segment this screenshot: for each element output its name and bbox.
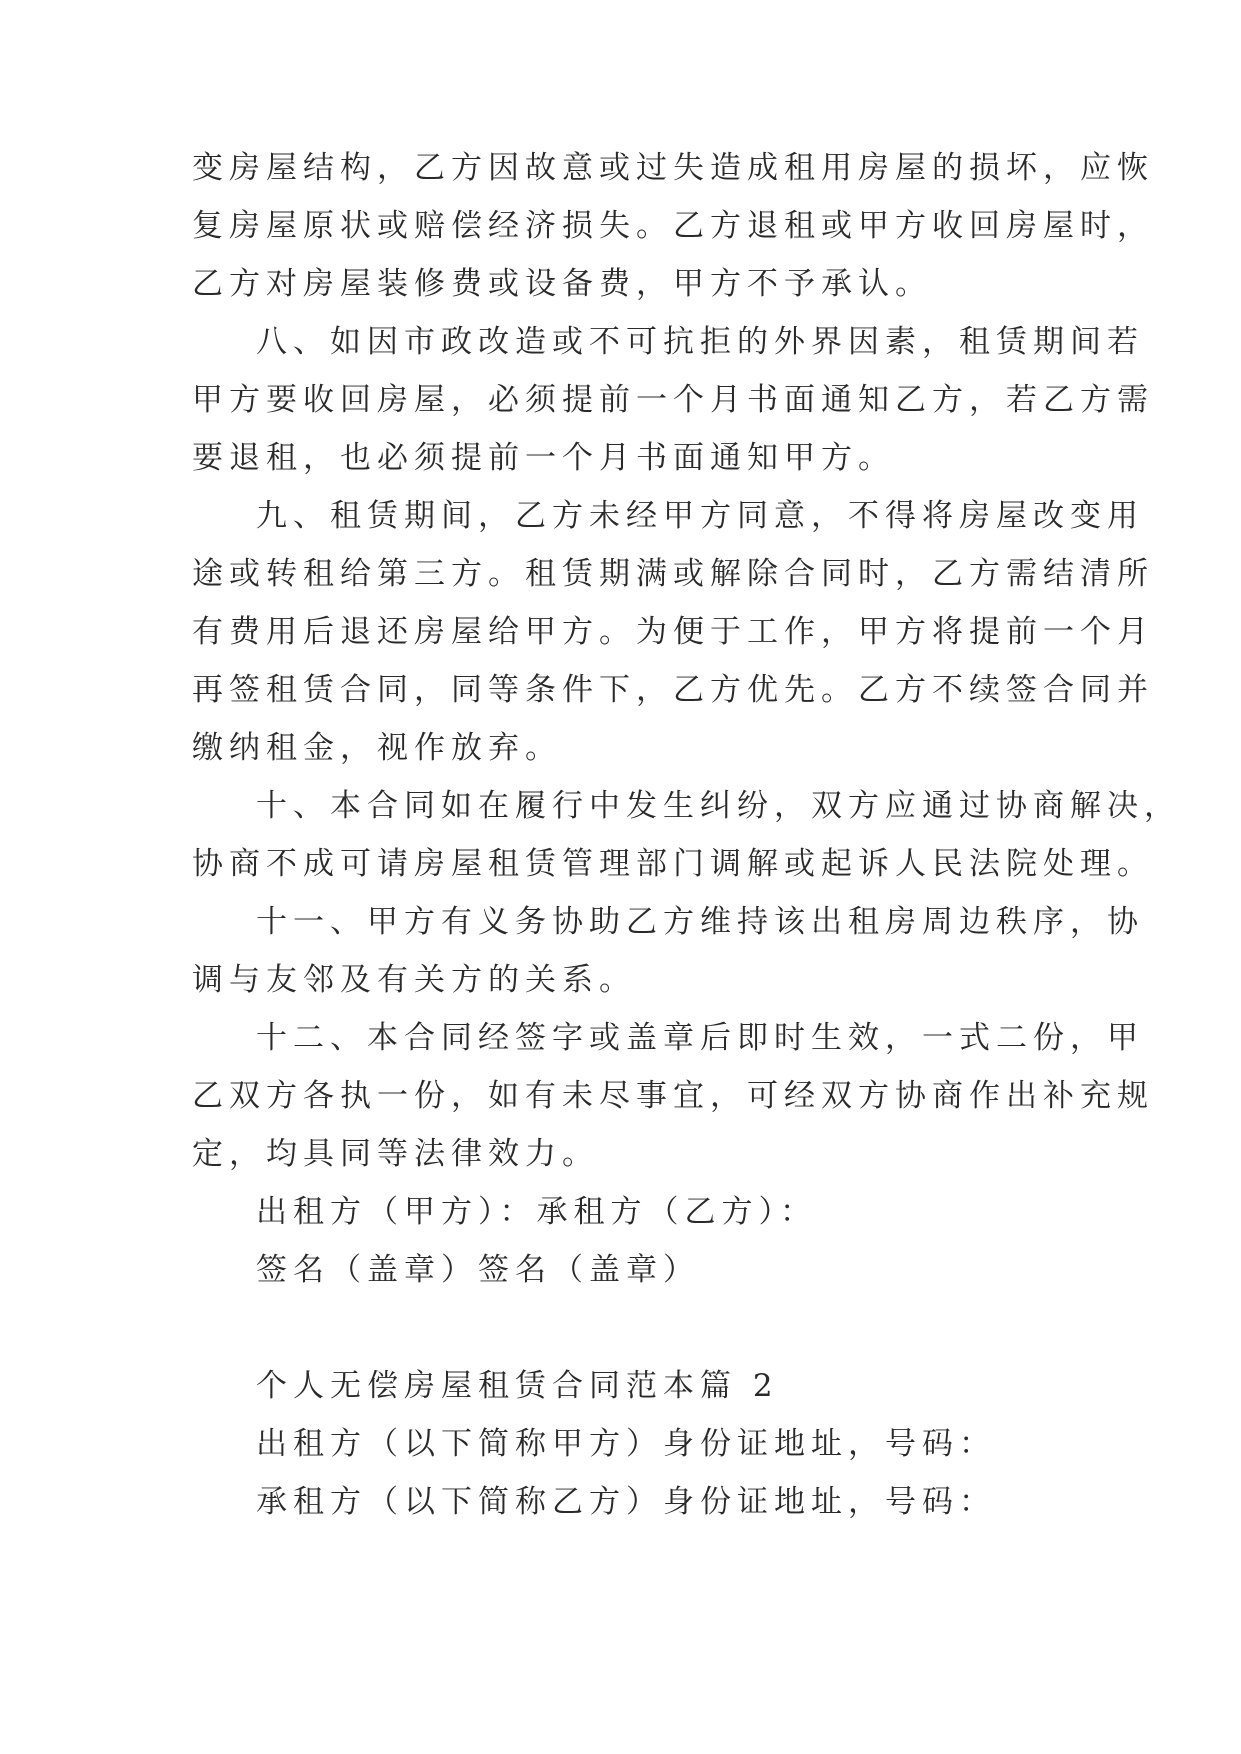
text-line: 缴纳租金，视作放弃。: [192, 730, 562, 766]
text-line: 调与友邻及有关方的关系。: [192, 962, 636, 998]
clause-11-start: 十一、甲方有义务协助乙方维持该出租房周边秩序，协: [256, 904, 1144, 940]
text-line: 乙方对房屋装修费或设备费，甲方不予承认。: [192, 266, 932, 302]
text-line: 定，均具同等法律效力。: [192, 1136, 599, 1172]
text-line: 有费用后退还房屋给甲方。为便于工作，甲方将提前一个月: [192, 614, 1154, 650]
text-line: 复房屋原状或赔偿经济损失。乙方退租或甲方收回房屋时，: [192, 208, 1154, 244]
clause-8-start: 八、如因市政改造或不可抗拒的外界因素，租赁期间若: [256, 324, 1144, 360]
text-line: 乙双方各执一份，如有未尽事宜，可经双方协商作出补充规: [192, 1078, 1154, 1114]
signature-parties: 出租方（甲方）：承租方（乙方）：: [256, 1194, 817, 1230]
lessor-info: 出租方（以下简称甲方）身份证地址，号码：: [256, 1426, 996, 1462]
clause-10-start: 十、本合同如在履行中发生纠纷，双方应通过协商解决，: [256, 788, 1181, 824]
text-line: 要退租，也必须提前一个月书面通知甲方。: [192, 440, 895, 476]
text-line: 变房屋结构，乙方因故意或过失造成租用房屋的损坏，应恢: [192, 150, 1154, 186]
text-line: 途或转租给第三方。租赁期满或解除合同时，乙方需结清所: [192, 556, 1154, 592]
section-title: 个人无偿房屋租赁合同范本篇 2: [256, 1368, 779, 1404]
text-line: 再签租赁合同，同等条件下，乙方优先。乙方不续签合同并: [192, 672, 1154, 708]
text-line: 协商不成可请房屋租赁管理部门调解或起诉人民法院处理。: [192, 846, 1154, 882]
clause-12-start: 十二、本合同经签字或盖章后即时生效，一式二份，甲: [256, 1020, 1144, 1056]
signature-seal: 签名（盖章）签名（盖章）: [256, 1252, 700, 1288]
lessee-info: 承租方（以下简称乙方）身份证地址，号码：: [256, 1484, 996, 1520]
text-line: 甲方要收回房屋，必须提前一个月书面通知乙方，若乙方需: [192, 382, 1154, 418]
clause-9-start: 九、租赁期间，乙方未经甲方同意，不得将房屋改变用: [256, 498, 1144, 534]
